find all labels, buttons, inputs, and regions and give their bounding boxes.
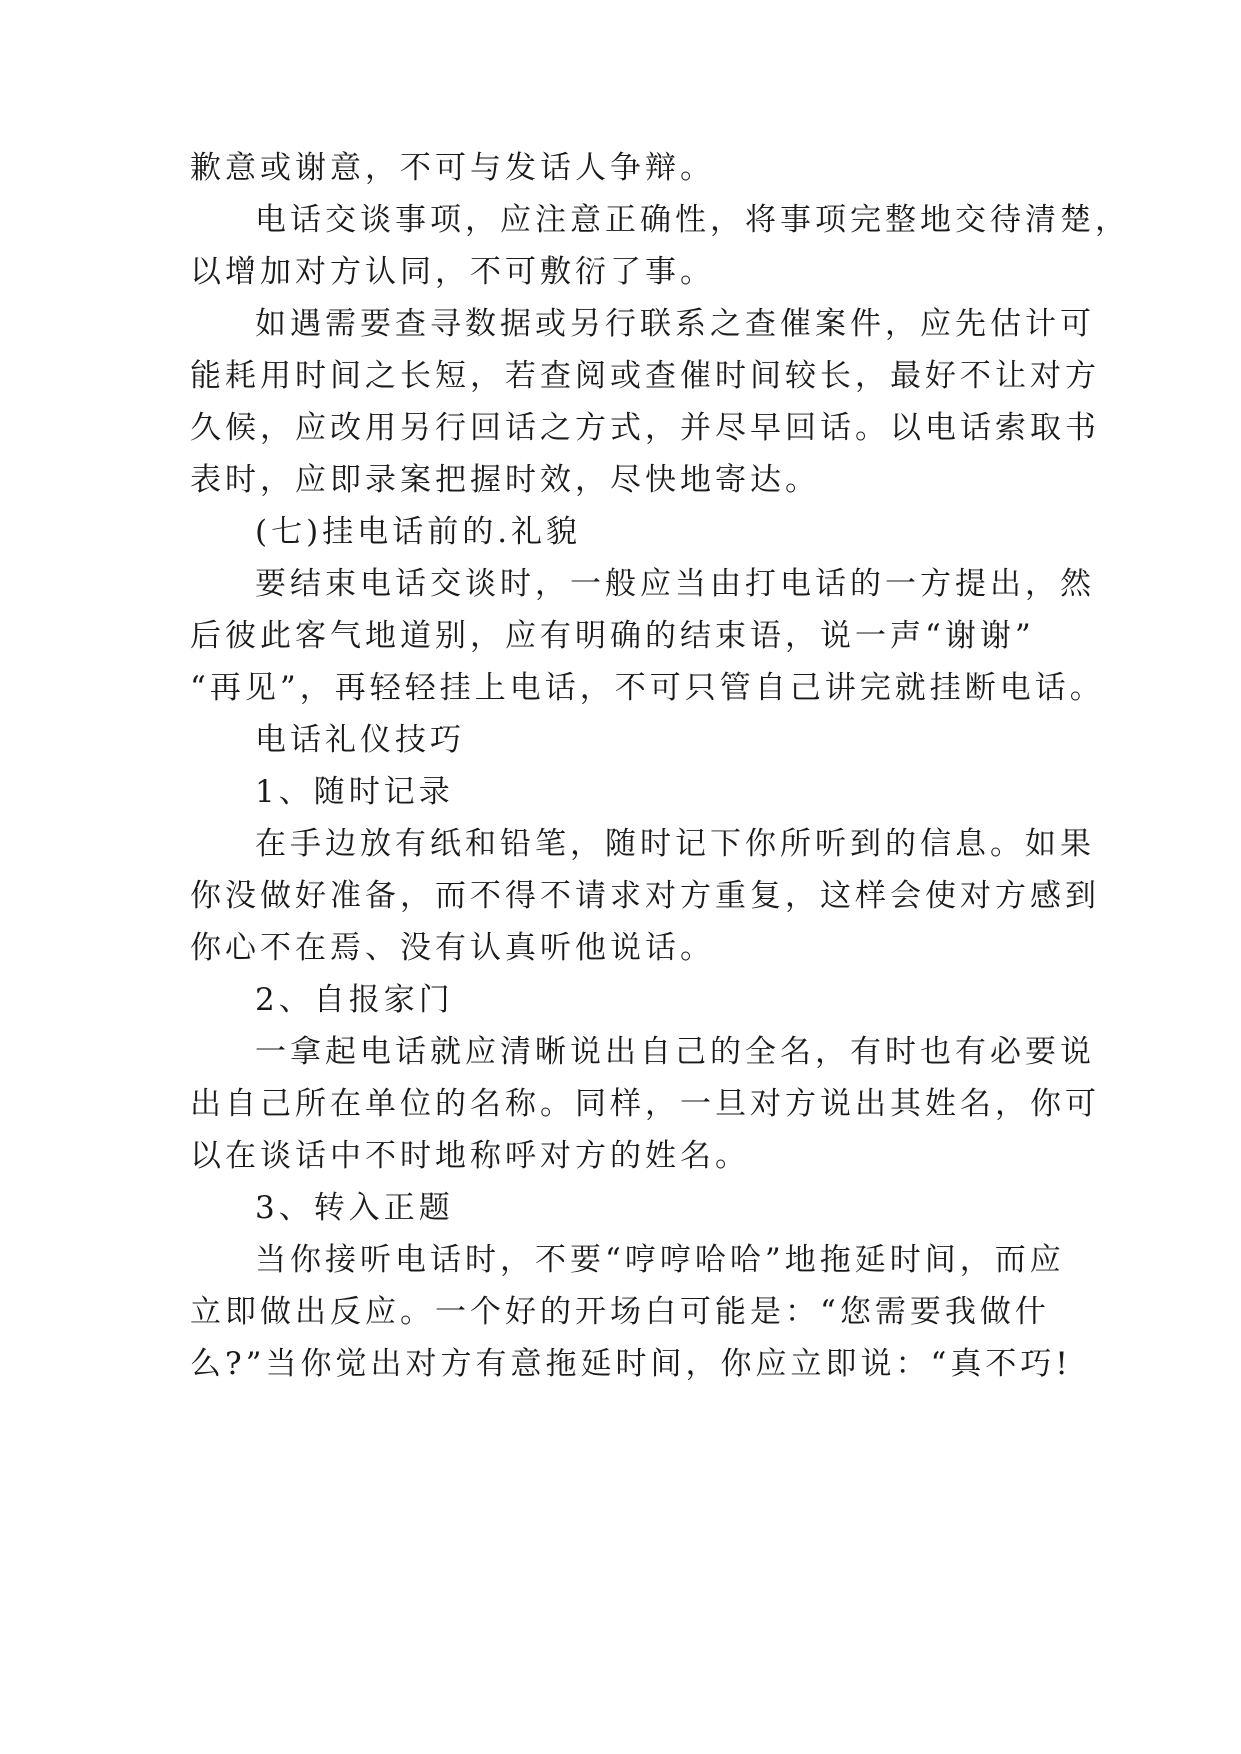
paragraph-start-line: 如遇需要查寻数据或另行联系之查催案件，应先估计可 [255,306,1095,342]
body-text-line: 你心不在焉、没有认真听他说话。 [190,930,715,966]
body-text-line: “再见”，再轻轻挂上电话，不可只管自己讲完就挂断电话。 [190,670,1105,706]
body-text-line: 歉意或谢意，不可与发话人争辩。 [190,150,715,186]
subsection-heading: 2、自报家门 [255,982,454,1018]
paragraph-start-line: 一拿起电话就应清晰说出自己的全名，有时也有必要说 [255,1034,1095,1070]
paragraph-start-line: 在手边放有纸和铅笔，随时记下你所听到的信息。如果 [255,826,1095,862]
section-heading: 电话礼仪技巧 [255,722,465,758]
body-text-line: 你没做好准备，而不得不请求对方重复，这样会使对方感到 [190,878,1100,914]
body-text-line: 以增加对方认同，不可敷衍了事。 [190,254,715,290]
subsection-heading: 1、随时记录 [255,774,454,810]
body-text-line: 么?”当你觉出对方有意拖延时间，你应立即说：“真不巧! [190,1346,1072,1382]
paragraph-start-line: 要结束电话交谈时，一般应当由打电话的一方提出，然 [255,566,1095,602]
subsection-heading: 3、转入正题 [255,1190,454,1226]
body-text-line: 以在谈话中不时地称呼对方的姓名。 [190,1138,750,1174]
body-text-line: 后彼此客气地道别，应有明确的结束语，说一声“谢谢” [190,618,1035,654]
body-text-line: 表时，应即录案把握时效，尽快地寄达。 [190,462,820,498]
body-text-line: 立即做出反应。一个好的开场白可能是：“您需要我做什 [190,1294,1050,1330]
body-text-line: 能耗用时间之长短，若查阅或查催时间较长，最好不让对方 [190,358,1100,394]
body-text-line: 久候，应改用另行回话之方式，并尽早回话。以电话索取书 [190,410,1100,446]
body-text-line: 出自己所在单位的名称。同样，一旦对方说出其姓名，你可 [190,1086,1100,1122]
paragraph-start-line: 电话交谈事项，应注意正确性，将事项完整地交待清楚， [255,202,1130,238]
section-heading: (七)挂电话前的.礼貌 [255,514,582,550]
paragraph-start-line: 当你接听电话时，不要“哼哼哈哈”地拖延时间，而应 [255,1242,1065,1278]
